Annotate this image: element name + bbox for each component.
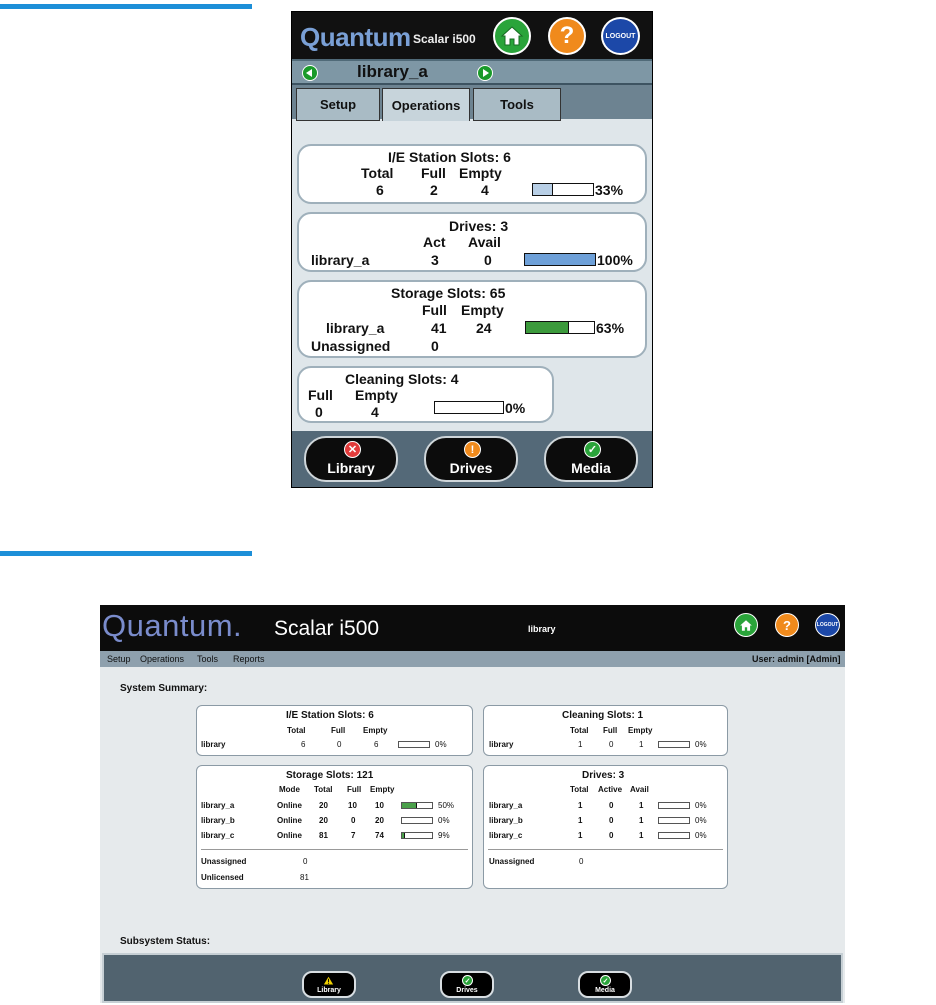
card-title: I/E Station Slots: 6 [388,149,511,165]
divider [488,849,723,850]
brand-logo: Quantum. [102,608,243,643]
available-value: 1 [639,831,644,840]
row-label: library_c [201,831,235,840]
card-title: Drives: 3 [449,218,509,234]
tab-operations[interactable]: Operations [382,88,470,121]
model-name: Scalar i500 [413,32,476,46]
home-icon[interactable] [493,17,531,55]
column-header: Full [603,726,618,735]
full-value: 41 [431,320,447,336]
total-value: 20 [319,816,328,825]
total-value: 20 [319,801,328,810]
row-label: library_b [201,816,235,825]
web-header [100,605,845,651]
panel-title: Cleaning Slots: 1 [562,710,644,721]
empty-value: 20 [375,816,384,825]
column-header: Total [314,785,333,794]
menu-setup[interactable]: Setup [107,654,131,664]
drives-card[interactable] [297,212,647,272]
column-header: Avail [630,785,649,794]
section-rule-top [0,4,252,9]
usage-percent: 0% [695,801,707,810]
available-value: 1 [639,816,644,825]
usage-bar [658,741,690,748]
column-header: Empty [355,387,398,403]
row-label: library_a [311,252,370,268]
system-summary-heading: System Summary: [120,683,208,694]
next-library-arrow-icon[interactable] [477,65,493,81]
column-header: Empty [461,302,504,318]
library-status-button[interactable] [304,436,398,482]
total-value: 1 [578,740,583,749]
drives-panel[interactable] [483,765,728,889]
usage-percent: 0% [435,740,447,749]
tab-tools[interactable]: Tools [473,88,561,121]
available-value: 0 [484,252,492,268]
empty-value: 10 [375,801,384,810]
row-label: library [201,740,226,749]
help-icon-glyph: ? [783,617,791,633]
storage-slots-panel[interactable] [196,765,473,889]
unlicensed-label: Unlicensed [201,873,244,882]
usage-bar [401,802,433,809]
active-value: 0 [609,801,614,810]
row-label: library_b [489,816,523,825]
usage-bar [401,832,433,839]
total-value: 81 [319,831,328,840]
usage-percent: 33% [595,182,624,198]
column-header: Empty [370,785,395,794]
logout-label: LOGOUT [605,32,636,40]
library-navigation [292,59,652,83]
column-header: Full [422,302,447,318]
button-label: Drives [449,460,493,476]
panel-title: Drives: 3 [582,770,625,781]
brand-logo: Quantum [300,22,411,52]
full-value: 10 [348,801,357,810]
help-icon[interactable] [775,613,799,637]
usage-bar [658,832,690,839]
ie-station-usage-bar [532,183,594,196]
empty-value: 4 [371,404,379,420]
total-value: 6 [301,740,306,749]
warning-exclamation-icon: ! [464,441,481,458]
drives-status-button[interactable] [440,971,494,998]
unassigned-value: 0 [431,338,439,354]
mode-value: Online [277,801,302,810]
media-status-button[interactable] [578,971,632,998]
tab-setup[interactable]: Setup [296,88,380,121]
column-header: Active [598,785,623,794]
menu-operations[interactable]: Operations [140,654,185,664]
home-icon[interactable] [734,613,758,637]
active-value: 0 [609,816,614,825]
ok-check-icon: ✓ [584,441,601,458]
column-header: Full [308,387,333,403]
warning-triangle-icon [323,975,334,986]
previous-library-arrow-icon[interactable] [302,65,318,81]
storage-usage-bar [525,321,595,334]
library-status-button[interactable] [302,971,356,998]
column-header: Total [361,165,394,181]
column-header: Full [421,165,446,181]
button-label: Media [571,460,611,476]
row-label: library_a [326,320,385,336]
media-status-button[interactable] [544,436,638,482]
available-value: 1 [639,801,644,810]
usage-percent: 9% [438,831,450,840]
panel-title: I/E Station Slots: 6 [286,710,374,721]
cleaning-usage-bar [434,401,504,414]
column-header: Total [570,726,589,735]
logout-label: LOGOUT [816,622,839,628]
column-header: Mode [279,785,300,794]
help-icon[interactable] [548,17,586,55]
column-header: Avail [468,234,501,250]
section-rule-bottom [0,551,252,556]
main-menu-bar [100,651,845,667]
usage-percent: 50% [438,801,455,810]
current-library-name: library_a [357,62,428,81]
button-label: Library [327,460,375,476]
usage-bar [658,817,690,824]
button-label: Drives [456,987,478,994]
divider [201,849,468,850]
model-name: Scalar i500 [274,617,380,640]
ie-station-slots-panel[interactable] [196,705,473,756]
user-info: User: admin [Admin] [752,654,841,664]
full-value: 2 [430,182,438,198]
status-button-bar [292,431,652,488]
row-label: library [489,740,514,749]
cleaning-slots-panel[interactable] [483,705,728,756]
empty-value: 24 [476,320,492,336]
usage-percent: 0% [695,816,707,825]
panel-title: Storage Slots: 121 [286,770,374,781]
empty-value: 1 [639,740,644,749]
cleaning-slots-card[interactable] [297,366,554,423]
column-header: Total [570,785,589,794]
operator-panel-screen [291,11,653,488]
usage-bar [398,741,430,748]
usage-percent: 63% [596,320,625,336]
operator-panel-header [292,12,652,59]
unassigned-label: Unassigned [489,857,535,866]
usage-percent: 100% [597,252,633,268]
web-client-screen [100,605,845,1003]
logout-icon[interactable] [601,17,640,55]
unassigned-label: Unassigned [311,338,391,354]
ok-check-icon: ✓ [600,975,611,986]
empty-value: 6 [374,740,379,749]
drives-usage-bar [524,253,596,266]
menu-reports[interactable]: Reports [233,654,265,664]
full-value: 0 [337,740,342,749]
drives-status-button[interactable] [424,436,518,482]
unassigned-value: 0 [579,857,584,866]
full-value: 0 [351,816,356,825]
column-header: Act [423,234,446,250]
column-header: Full [331,726,346,735]
column-header: Empty [363,726,388,735]
row-label: library_c [489,831,523,840]
usage-bar [401,817,433,824]
usage-percent: 0% [695,831,707,840]
column-header: Full [347,785,362,794]
help-icon-glyph: ? [559,22,575,49]
full-value: 0 [609,740,614,749]
active-value: 0 [609,831,614,840]
usage-bar [658,802,690,809]
menu-tools[interactable]: Tools [197,654,219,664]
row-label: library_a [489,801,523,810]
unlicensed-value: 81 [300,873,309,882]
mode-value: Online [277,816,302,825]
button-label: Media [595,987,615,994]
unassigned-label: Unassigned [201,857,247,866]
full-value: 0 [315,404,323,420]
column-header: Empty [459,165,502,181]
usage-percent: 0% [695,740,707,749]
empty-value: 74 [375,831,384,840]
subsystem-status-bar [102,953,843,1003]
card-title: Cleaning Slots: 4 [345,371,459,387]
error-x-icon: ✕ [344,441,361,458]
empty-value: 4 [481,182,489,198]
usage-percent: 0% [438,816,450,825]
subsystem-status-heading: Subsystem Status: [120,936,211,947]
total-value: 1 [578,816,583,825]
usage-percent: 0% [505,400,526,416]
total-value: 6 [376,182,384,198]
logout-icon[interactable] [815,613,840,637]
card-title: Storage Slots: 65 [391,285,506,301]
column-header: Total [287,726,306,735]
total-value: 1 [578,801,583,810]
total-value: 1 [578,831,583,840]
mode-value: Online [277,831,302,840]
column-header: Empty [628,726,653,735]
current-library-label: library [528,624,556,634]
full-value: 7 [351,831,356,840]
operator-tab-bar [292,83,652,119]
ie-station-slots-card[interactable] [297,144,647,204]
row-label: library_a [201,801,235,810]
button-label: Library [317,987,341,994]
unassigned-value: 0 [303,857,308,866]
active-value: 3 [431,252,439,268]
storage-slots-card[interactable] [297,280,647,358]
ok-check-icon: ✓ [462,975,473,986]
